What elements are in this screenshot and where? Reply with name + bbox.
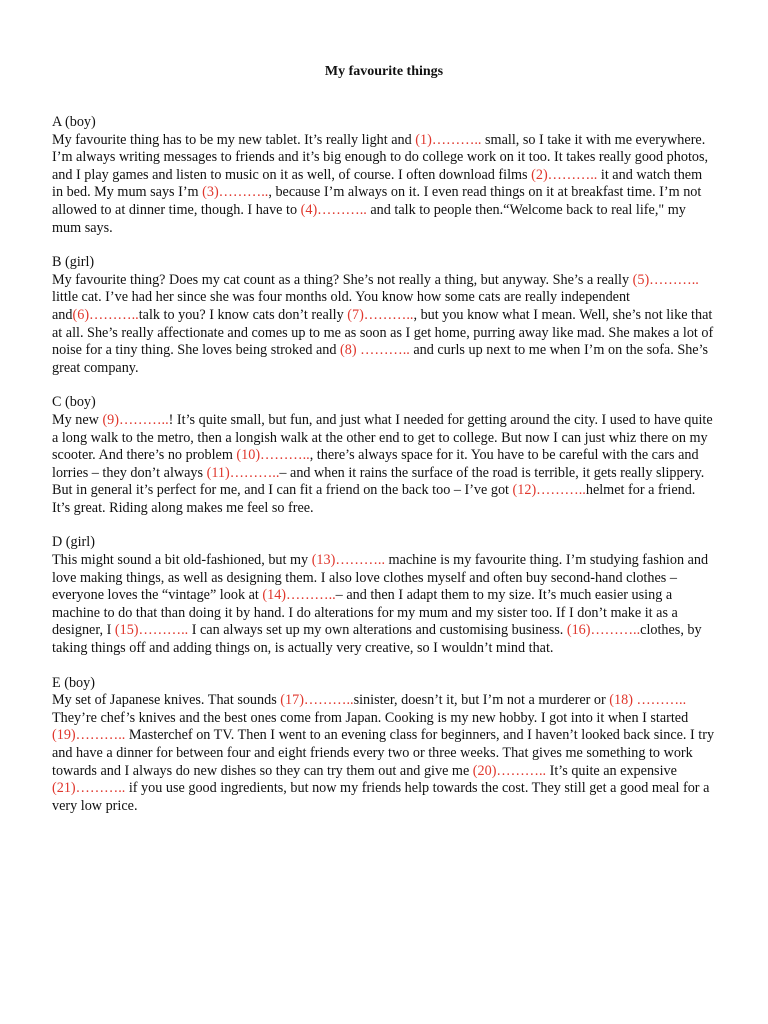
gap-16: (16)……….. [566,622,641,639]
gap-11: (11)……….. [206,464,280,481]
speaker-label: D (girl) [52,534,95,551]
paragraph [52,132,716,238]
gap-17: (17)……….. [280,692,354,709]
gap-19: (19)……….. [52,727,126,744]
gap-10: (10)……….. [236,447,310,464]
text-segment: machine is my favourite thing. I’m studying fashion and love making things, as well as designing them. I also love clothes myself and often buy second-hand clothes – everyone loves the “vintage” look at [52,552,709,604]
text-segment: – and when it rains the surface of the road is terrible, it gets really slippery. But in general it’s perfect for me, and I can fit a friend on the back too – I’ve got [52,464,705,499]
text-segment: little cat. I’ve had her since she was four months old. You know how some cats are really independent and [52,289,630,323]
text-segment: – and then I adapt them to my size. It’s much easier using a machine to do that than doing it by hand. I do alterations for my mum and my sister too. If I don’t make it as a designer, I [52,587,678,639]
section-a [52,114,716,237]
gap-9: (9)……….. [102,411,169,428]
text-segment: clothes, by taking things off and adding things on, is actually very creative, so I wouldn’t mind that. [52,622,702,657]
speaker-label: A (boy) [52,114,96,130]
sections-container [52,114,716,815]
text-segment: if you use good ingredients, but now my friends help towards the cost. They still get a good meal for a very low price. [52,780,710,814]
section-c [52,394,716,517]
text-segment: My favourite thing has to be my new tablet. It’s really light and [52,131,416,148]
gap-20: (20)……….. [472,762,547,779]
text-segment: and talk to people then.“Welcome back to real life," my mum says. [52,201,686,236]
paragraph [52,272,716,378]
text-segment: helmet for a friend. It’s great. Riding along makes me feel so free. [52,482,696,516]
text-segment: They’re chef’s knives and the best ones come from Japan. Cooking is my new hobby. I got into it when I started [52,709,689,726]
text-segment: I can always set up my own alterations and customising business. [188,622,567,639]
gap-4: (4)……….. [300,201,367,218]
text-segment: and curls up next to me when I’m on the sofa. She’s great company. [52,342,709,376]
text-segment: small, so I take it with me everywhere. I’m always writing messages to friends and it’s big enough to do college work on it too. It takes really good photos, and I play games and listen to music on it as well, of course. I often download films [52,131,709,183]
section-b [52,254,716,377]
text-segment: This might sound a bit old-fashioned, but my [52,552,312,569]
gap-21: (21)……….. [52,780,126,797]
speaker-label: B (girl) [52,254,95,271]
gap-7: (7)……….. [347,306,414,323]
gap-13: (13)……….. [311,552,385,569]
page-title: My favourite things [324,64,444,79]
text-segment: , but you know what I mean. Well, she’s not like that at all. She’s really affectionate and comes up to me as soon as I get home, purring away like mad. She makes a lot of noise for a tiny thing. She loves being stroked and [52,306,714,359]
text-segment: , there’s always space for it. You have to be careful with the cars and lorries – they don’t always [52,447,699,481]
gap-14: (14)……….. [262,587,336,604]
text-segment: Masterchef on TV. Then I went to an evening class for beginners, and I haven’t looked back since. I try and have a dinner for between four and eight friends every two or three weeks. That gives me something to work towards and I always do new dishes so they can try them out and give me [52,727,715,779]
gap-1: (1)……….. [415,131,482,148]
speaker-label: C (boy) [52,394,96,411]
text-segment: My favourite thing? Does my cat count as a thing? She’s not really a thing, but anyway. She’s a really [52,271,633,288]
gap-5: (5)……….. [632,271,699,288]
paragraph [52,412,716,518]
paragraph [52,552,716,658]
text-segment: My new [52,411,103,428]
text-segment: it and watch them in bed. My mum says I’m [52,166,703,201]
text-segment: talk to you? I know cats don’t really [138,306,348,323]
gap-3: (3)……….. [202,184,269,201]
speaker-label: E (boy) [52,674,95,691]
gap-2: (2)……….. [531,166,598,183]
text-segment: It’s quite an expensive [546,762,677,779]
section-e [52,675,716,816]
gap-18: (18) ……….. [609,692,687,709]
gap-12: (12)……….. [512,482,586,499]
text-segment: , because I’m always on it. I even read things on it at breakfast time. I’m not allowed to at dinner time, though. I have to [52,184,702,218]
gap-6: (6)……….. [72,306,139,323]
gap-15: (15)……….. [114,622,189,639]
gap-8: (8) ……….. [340,342,410,359]
text-segment: My set of Japanese knives. That sounds [52,692,281,709]
text-segment: sinister, doesn’t it, but I’m not a murderer or [353,692,610,709]
section-d [52,534,716,657]
paragraph [52,692,716,815]
text-segment: ! It’s quite small, but fun, and just what I needed for getting around the city. I used to have quite a long walk to the metro, then a longish walk at the other end to get to college. But now I can just whiz there on my scooter. And there’s no problem [52,411,713,464]
